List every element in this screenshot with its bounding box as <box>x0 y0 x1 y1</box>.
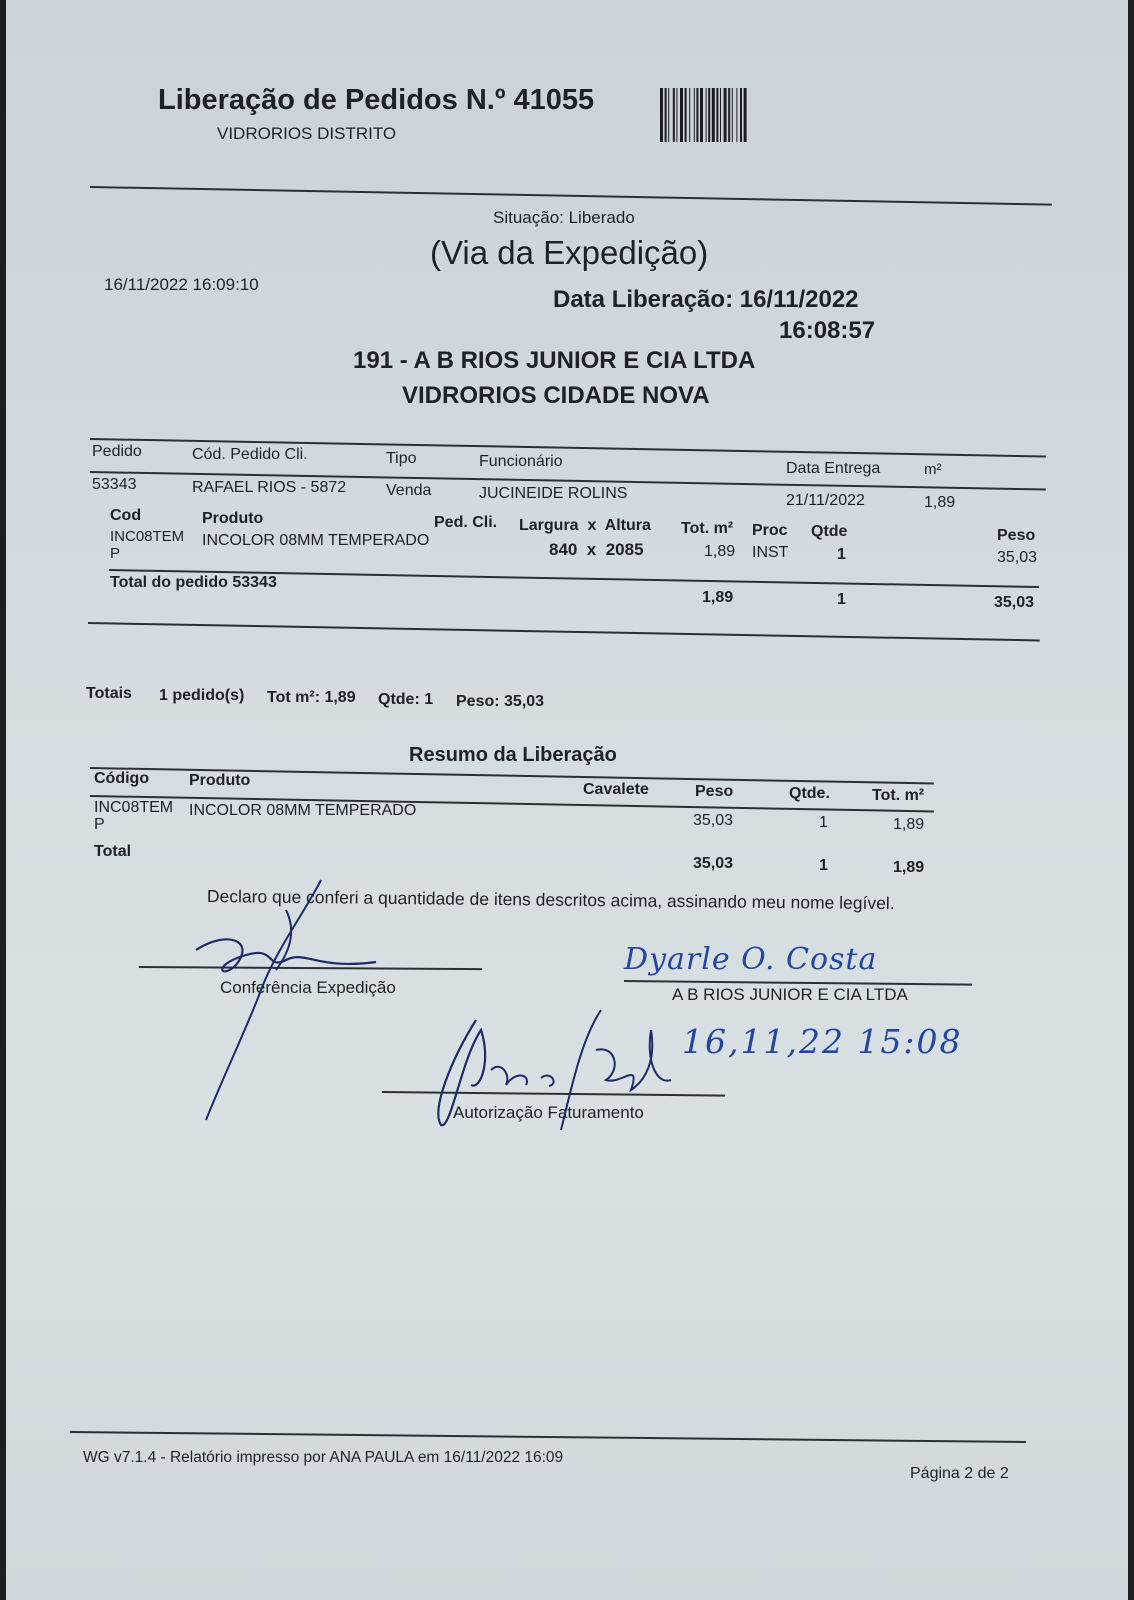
totais-qtde: Qtde: 1 <box>378 691 434 708</box>
barcode-bar <box>740 88 742 142</box>
barcode-bar <box>712 88 715 142</box>
resumo-total-tot-m2: 1,89 <box>893 859 925 876</box>
item-header-tot-m2: Tot. m² <box>681 520 734 537</box>
resumo-code-line1: INC08TEM <box>94 799 174 816</box>
order-total-peso: 35,03 <box>994 594 1035 611</box>
item-header-peso: Peso <box>997 527 1036 544</box>
conferencia-label: Conferência Expedição <box>220 978 396 997</box>
col-header-pedido: Pedido <box>92 443 142 460</box>
item-product: INCOLOR 08MM TEMPERADO <box>202 532 430 549</box>
order-type: Venda <box>386 482 432 499</box>
resumo-header-peso: Peso <box>695 783 734 800</box>
resumo-peso: 35,03 <box>693 812 734 829</box>
resumo-header-tot-m2: Tot. m² <box>872 787 925 804</box>
barcode-bar <box>673 88 675 142</box>
totais-pedidos: 1 pedido(s) <box>159 687 245 704</box>
situacao-text: Situação: Liberado <box>493 208 635 227</box>
printed-timestamp: 16/11/2022 16:09:10 <box>104 275 259 294</box>
item-header-proc: Proc <box>752 522 788 539</box>
barcode-bar <box>700 88 703 142</box>
order-total-label: Total do pedido 53343 <box>110 574 277 591</box>
client-store: VIDRORIOS CIDADE NOVA <box>402 382 710 409</box>
totais-m2: Tot m²: 1,89 <box>267 689 356 706</box>
order-m2: 1,89 <box>924 494 956 511</box>
item-tot-m2: 1,89 <box>704 543 736 560</box>
col-header-m2: m² <box>924 461 942 478</box>
totais-peso: Peso: 35,03 <box>456 693 545 710</box>
item-dimensions: 840 x 2085 <box>549 540 644 559</box>
item-code-line1: INC08TEM <box>110 528 185 545</box>
resumo-tot-m2: 1,89 <box>893 816 925 833</box>
resumo-total-peso: 35,03 <box>693 855 734 872</box>
barcode-bar <box>720 88 721 142</box>
autorizacao-signature-scribble <box>421 1000 681 1140</box>
barcode-bar <box>708 88 710 142</box>
col-header-cod-pedido-cli: Cód. Pedido Cli. <box>192 446 308 463</box>
barcode-bar <box>744 88 747 142</box>
item-header-qtde: Qtde <box>811 523 848 540</box>
order-employee: JUCINEIDE ROLINS <box>479 485 628 502</box>
barcode-bar <box>694 88 695 142</box>
barcode-bar <box>706 88 707 142</box>
item-proc: INST <box>752 544 789 561</box>
order-total-qtde: 1 <box>837 591 846 608</box>
data-liberacao-time: 16:08:57 <box>779 317 876 344</box>
document-title: Liberação de Pedidos N.º 41055 <box>158 84 595 116</box>
resumo-product: INCOLOR 08MM TEMPERADO <box>189 802 417 819</box>
item-header-ped-cli: Ped. Cli. <box>434 514 498 531</box>
barcode-bar <box>676 88 677 142</box>
barcode-bar <box>660 88 663 142</box>
barcode-bar <box>732 88 733 142</box>
barcode-bar <box>685 88 687 142</box>
order-client-code: RAFAEL RIOS - 5872 <box>192 479 347 496</box>
footer-rule <box>70 1431 1026 1443</box>
item-code-line2: P <box>110 545 121 562</box>
conferencia-signature-scribble <box>166 870 406 1130</box>
resumo-header-codigo: Código <box>94 770 150 787</box>
resumo-header-qtde: Qtde. <box>789 785 830 802</box>
order-total-m2: 1,89 <box>702 589 734 606</box>
barcode-bar <box>728 88 730 142</box>
branch-name: VIDRORIOS DISTRITO <box>217 124 397 143</box>
item-qtde: 1 <box>837 546 846 563</box>
resumo-total-label: Total <box>94 843 132 860</box>
resumo-total-qtde: 1 <box>819 857 828 874</box>
barcode-bar <box>736 88 737 142</box>
barcode-bar <box>680 88 683 142</box>
barcode-image <box>660 88 836 144</box>
barcode-bar <box>665 88 667 142</box>
resumo-qtde: 1 <box>819 814 828 831</box>
client-signature-label: A B RIOS JUNIOR E CIA LTDA <box>672 985 908 1004</box>
barcode-bar <box>716 88 718 142</box>
item-header-cod: Cod <box>110 507 142 524</box>
resumo-header-produto: Produto <box>189 772 251 789</box>
barcode-bar <box>724 88 727 142</box>
item-header-largura-altura: Largura x Altura <box>519 517 651 534</box>
totais-label: Totais <box>86 685 132 702</box>
resumo-title: Resumo da Liberação <box>409 744 617 766</box>
footer-page-number: Página 2 de 2 <box>910 1465 1009 1482</box>
handwritten-name: Dyarle O. Costa <box>624 942 878 977</box>
resumo-header-cavalete: Cavalete <box>583 781 649 798</box>
header-divider <box>90 186 1052 206</box>
data-liberacao: Data Liberação: 16/11/2022 <box>553 286 859 313</box>
footer-printed-by: WG v7.1.4 - Relatório impresso por ANA PAULA em 16/11/2022 16:09 <box>83 1449 564 1466</box>
col-header-data-entrega: Data Entrega <box>786 460 881 477</box>
declaration-text: Declaro que conferi a quantidade de itens descritos acima, assinando meu nome legível. <box>206 886 895 914</box>
order-delivery-date: 21/11/2022 <box>786 492 865 509</box>
document-page <box>6 0 1128 1600</box>
barcode-bar <box>696 88 698 142</box>
col-header-funcionario: Funcionário <box>479 453 563 470</box>
handwritten-date: 16,11,22 15:08 <box>682 1022 963 1061</box>
via-title: (Via da Expedição) <box>430 234 709 271</box>
order-table-bottom-rule <box>88 622 1040 641</box>
order-number: 53343 <box>92 476 137 493</box>
barcode-bar <box>689 88 690 142</box>
resumo-code-line2: P <box>94 816 105 833</box>
col-header-tipo: Tipo <box>386 450 417 467</box>
item-peso: 35,03 <box>997 549 1038 566</box>
barcode-bar <box>668 88 669 142</box>
client-name: 191 - A B RIOS JUNIOR E CIA LTDA <box>353 347 756 374</box>
item-header-produto: Produto <box>202 510 264 527</box>
autorizacao-label: Autorização Faturamento <box>453 1103 644 1122</box>
